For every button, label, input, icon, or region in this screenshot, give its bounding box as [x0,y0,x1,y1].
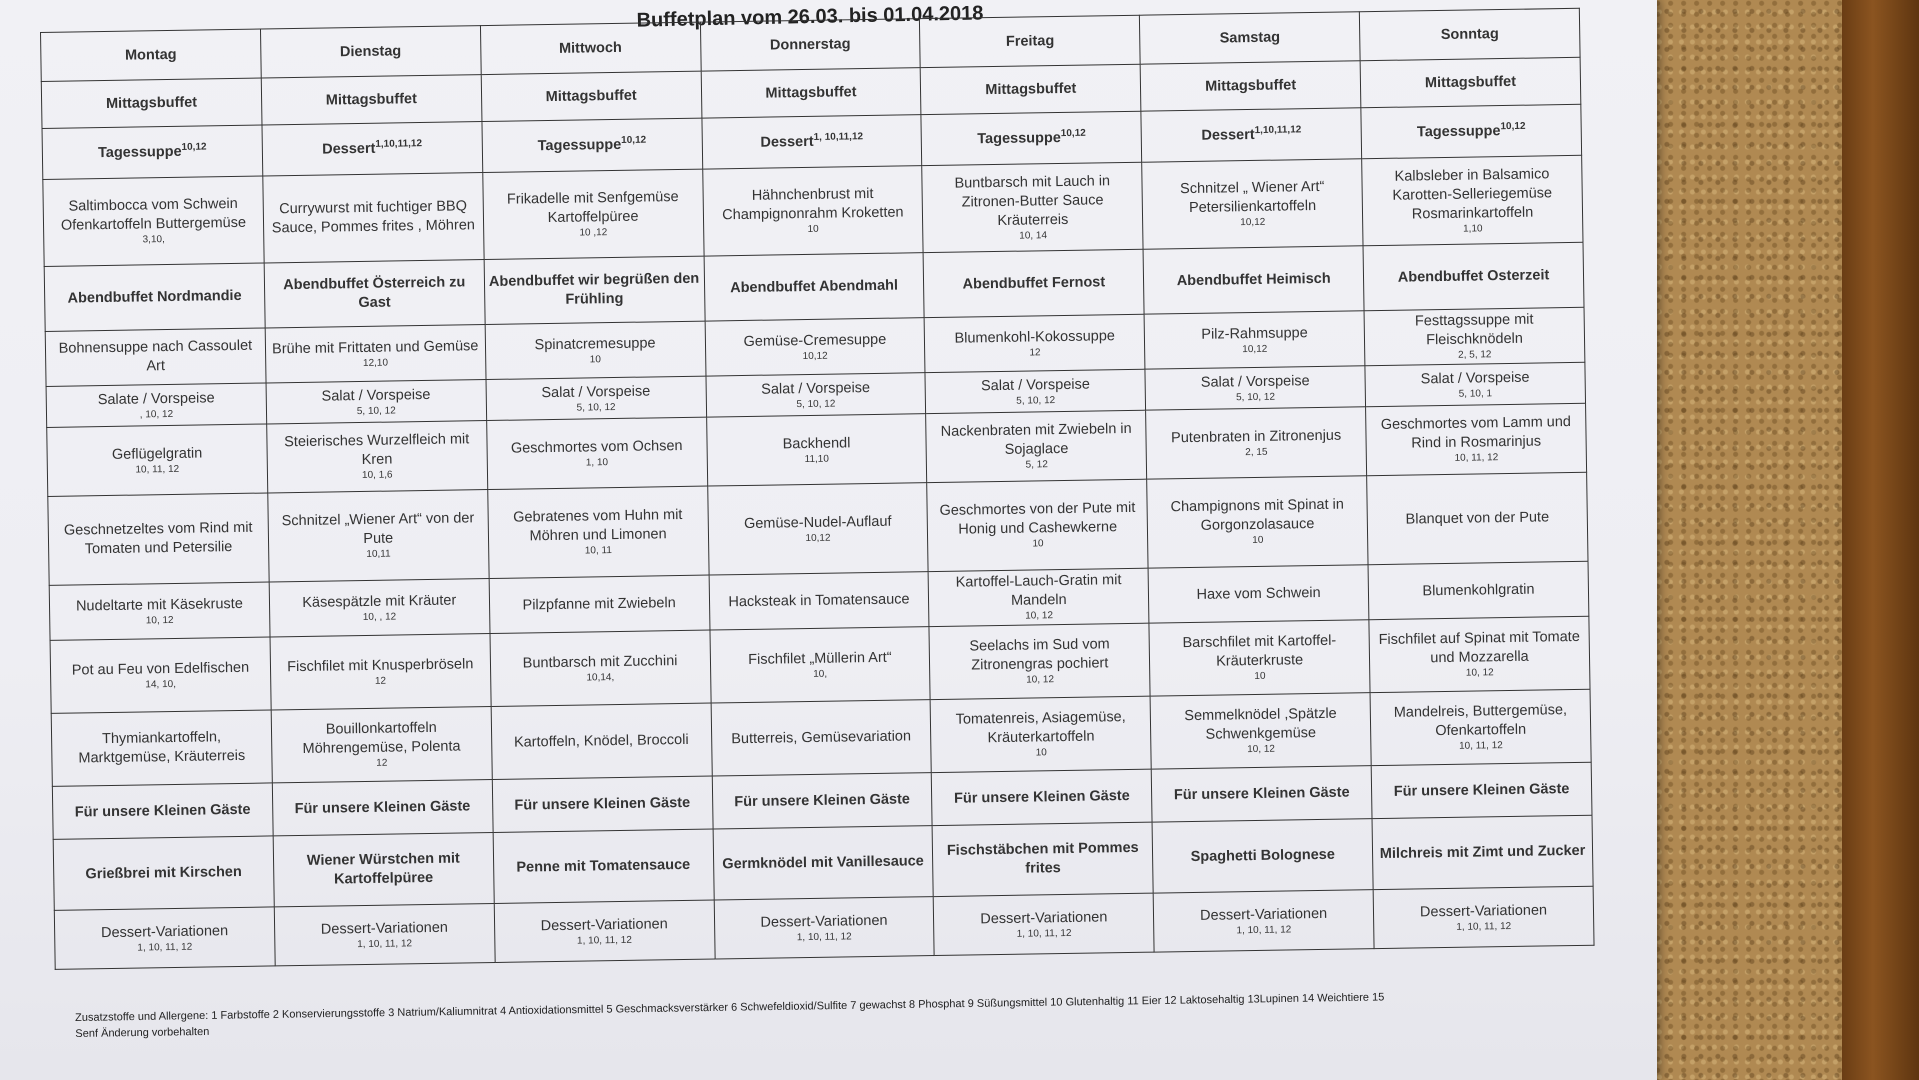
allergen-codes: 10 ,12 [579,227,608,239]
main2-row-cell [1367,472,1588,564]
kids-label-row-cell: Für unsere Kleinen Gäste [1151,766,1372,822]
allergen-codes: 3,10, [142,234,165,246]
kids-label-row-cell: Für unsere Kleinen Gäste [52,783,273,839]
buffet-table-wrap [40,8,1595,1022]
main3-row-cell [49,582,270,640]
salad-row-cell [266,380,486,424]
dessert-row-cell [934,893,1155,955]
dish-name: Putenbraten in Zitronenjus [1170,427,1342,446]
sides-row-cell [1370,689,1591,765]
kids-label-row-cell: Für unsere Kleinen Gäste [1371,762,1592,818]
day-header-row-cell: Freitag [920,15,1141,67]
kids-dish-row-cell: Germknödel mit Vanillesauce [713,826,934,900]
allergen-codes: 10 [1035,747,1047,759]
salad-row-cell [486,376,706,420]
dish-name: Salat / Vorspeise [1420,369,1530,387]
dish-name: Gemüse-Cremesuppe [743,331,887,350]
allergen-codes: 1, 10, 11, 12 [357,937,413,950]
lunch-label-row-cell: Mittagsbuffet [481,71,702,121]
dish-name: Nudeltarte mit Käsekruste [75,595,243,615]
kids-dish-row-cell: Wiener Würstchen mit Kartoffelpüree [273,832,494,906]
salad-row-cell [1145,366,1365,410]
allergen-codes: 10 [1252,534,1264,547]
buffet-table [40,8,1595,970]
allergen-codes: 10, 14 [1019,229,1048,242]
kids-dish-row-cell: Spaghetti Bolognese [1152,819,1373,893]
allergen-codes: 1, 10, 11, 12 [576,934,632,947]
allergen-codes: 1, 10, 11, 12 [1016,927,1072,940]
main2-row-cell [268,490,489,582]
dinner-theme-row-cell: Abendbuffet Nordmandie [44,263,265,331]
lunch-label-row-cell: Mittagsbuffet [261,75,482,125]
allergen-codes: 5, 10, 12 [356,404,396,417]
allergen-codes: 1, 10 [585,456,609,468]
dinner-theme-row-cell: Abendbuffet Osterzeit [1363,242,1584,310]
dinner-theme-row-cell: Abendbuffet Abendmahl [704,253,925,321]
dish-name: Kartoffeln, Knödel, Broccoli [513,731,689,751]
salad-row-cell [706,373,926,417]
sides-row-cell [711,700,932,776]
lunch-main-row-cell [263,173,484,263]
sides-row-cell [1150,693,1371,769]
kids-label-row-cell: Für unsere Kleinen Gäste [932,769,1153,825]
extra-label: Tagessuppe [97,143,182,161]
kids-label-row-cell: Für unsere Kleinen Gäste [712,773,933,829]
dinner-theme-row-cell: Abendbuffet Fernost [923,249,1144,317]
day-header-row-cell: Samstag [1140,12,1361,64]
lunch-label-row-cell: Mittagsbuffet [41,78,262,128]
dish-name: Blanquet von der Pute [1405,508,1550,528]
dish-name: Buntbarsch mit Zucchini [522,652,678,671]
lunch-extra-row-cell [42,125,263,179]
allergen-codes: 1,10,11,12 [1254,123,1302,136]
dish-name: Blumenkohl-Kokossuppe [954,327,1116,347]
dish-name: Backhendl [782,434,851,452]
dish-name: Currywurst mit fuchtiger BBQ Sauce, Pommes frites , Möhren [271,198,476,237]
allergen-codes: 5, 10, 12 [796,398,836,410]
main2-row-cell [1147,476,1368,568]
dish-name: Dessert-Variationen [320,919,449,938]
lunch-label-row-cell: Mittagsbuffet [1360,57,1581,107]
lunch-label-row-cell: Mittagsbuffet [701,68,922,118]
dish-name: Schnitzel „Wiener Art“ von der Pute [281,510,475,547]
soup-row-cell [485,321,706,379]
main2-row-cell [707,483,928,575]
lunch-label-row-cell: Mittagsbuffet [1140,61,1361,111]
allergen-codes: 10, , 12 [362,610,397,623]
kids-dish-row-cell: Fischstäbchen mit Pommes frites [932,822,1153,896]
main3-row-cell [709,572,930,630]
allergen-codes: 1, 10,11,12 [813,130,864,143]
dessert-row-cell [1373,886,1594,948]
sides-row-cell [491,703,712,779]
fish-row-cell [1369,616,1590,692]
dessert-row-cell [274,903,495,965]
dish-name: Geflügelgratin [111,445,203,463]
fish-row-cell [270,634,491,710]
allergen-codes: 1, 10, 11, 12 [1456,920,1512,933]
dish-name: Butterreis, Gemüsevariation [731,727,912,747]
dish-name: Salat / Vorspeise [541,382,651,401]
dinner-theme-row-cell: Abendbuffet Österreich zu Gast [264,260,485,328]
allergen-codes: 10, 12 [1025,610,1054,622]
extra-label: Tagessuppe [977,129,1061,147]
allergen-codes: 2, 15 [1245,446,1268,458]
dish-name: Kartoffel-Lauch-Gratin mit Mandeln [955,572,1122,609]
allergen-codes: 10 [1254,670,1266,683]
fish-row-cell [1149,620,1370,696]
kids-dish-row-cell: Milchreis mit Zimt und Zucker [1372,815,1593,889]
main1-row-cell [47,424,268,496]
allergen-codes: 10,12 [1060,127,1086,139]
dish-name: Barschfilet mit Kartoffel-Kräuterkruste [1182,632,1337,670]
dessert-row-cell [1153,890,1374,952]
lunch-extra-row-cell [921,111,1142,165]
allergen-codes: 10, 1,6 [361,469,393,481]
dish-name: Pilzpfanne mit Zwiebeln [522,594,676,613]
allergen-codes: 12 [376,757,388,769]
allergen-codes: 10,12 [1240,216,1266,229]
soup-row-cell [924,314,1145,372]
allergen-codes: 10,12 [802,350,828,362]
allergen-codes: 10, 12 [1247,743,1276,756]
dish-name: Dessert-Variationen [980,908,1108,927]
dish-name: Geschmortes vom Lamm und Rind in Rosmarinjus [1380,414,1572,452]
allergen-codes: 10,11 [366,548,391,560]
main2-row-cell [927,479,1148,571]
dish-name: Buntbarsch mit Lauch in Zitronen-Butter Sauce Kräuterreis [954,172,1111,229]
allergen-codes: 5, 10, 12 [1235,391,1276,403]
sides-row-cell [271,707,492,783]
dish-name: Blumenkohlgratin [1422,581,1535,599]
dish-name: Gemüse-Nudel-Auflauf [743,513,892,532]
dish-name: Kalbsleber in Balsamico Karotten-Selleriegemüse Rosmarinkartoffeln [1392,165,1553,222]
allergen-codes: 1,10 [1462,222,1483,235]
allergen-codes: 12,10 [362,357,389,369]
main3-row-cell [1368,561,1589,619]
lunch-main-row-cell [482,169,703,259]
main2-row-cell [487,486,708,578]
allergen-codes: 1, 10, 11, 12 [796,930,852,943]
extra-label: Dessert [1201,126,1255,144]
dish-name: Dessert-Variationen [1199,905,1328,924]
fish-row-cell [50,637,271,713]
allergen-codes: 1,10,11,12 [375,137,423,150]
dish-name: Nackenbraten mit Zwiebeln in Sojaglace [940,420,1132,458]
allergen-codes: 10, 11, 12 [1458,740,1503,752]
main1-row-cell [926,410,1147,482]
fish-row-cell [490,630,711,706]
lunch-main-row-cell [922,162,1143,252]
dinner-theme-row-cell: Abendbuffet wir begrüßen den Frühling [484,256,705,324]
kids-label-row-cell: Für unsere Kleinen Gäste [272,779,493,835]
lunch-extra-row-cell [262,122,483,176]
page-title: Buffetplan vom 26.03. bis 01.04.2018 [636,2,984,32]
allergen-codes: 14, 10, [145,678,177,690]
allergen-codes: 10,14, [586,671,615,683]
dish-name: Schnitzel „ Wiener Art“ Petersilienkartoffeln [1179,178,1325,216]
fish-row-cell [929,623,1150,699]
dish-name: Dessert-Variationen [760,912,888,931]
main3-row-cell [928,568,1149,626]
dish-name: Semmelknödel ,Spätzle Schwenkgemüse [1184,705,1337,743]
main3-row-cell [1148,565,1369,623]
dish-name: Pot au Feu von Edelfischen [71,659,250,679]
main1-row-cell [267,421,488,493]
kids-dish-row-cell: Grießbrei mit Kirschen [53,836,274,910]
allergen-legend: Zusatzstoffe und Allergene: 1 Farbstoffe 2 Konservierungsstoffe 3 Natrium/Kaliumnitrat 4 Antioxidationsmittel 5 Geschmacksverstärker 6 Schwefeldioxid/Sulfite 7 gewachst 8 Phosphat 9 Süßungsmittel 10 Glutenhaltig 11 Eier 12 Laktosehaltig 13Lupinen 14 Weichtiere 15 [75,991,1385,1024]
allergen-codes: 10,12 [805,532,831,544]
salad-row-cell [1365,362,1586,406]
lunch-label-row-cell: Mittagsbuffet [921,64,1142,114]
allergen-codes: 10, [813,668,828,680]
dish-name: Bohnensuppe nach Cassoulet Art [58,337,253,375]
soup-row-cell [1364,307,1585,365]
dish-name: Gebratenes vom Huhn mit Möhren und Limonen [513,506,683,545]
dish-name: Geschmortes von der Pute mit Honig und Cashewkerne [939,499,1136,538]
allergen-codes: 5, 10, 1 [1458,387,1493,400]
dish-name: Festtagssuppe mit Fleischknödeln [1414,311,1534,349]
allergen-codes: 10, 12 [1026,674,1055,686]
lunch-main-row-cell [1362,155,1583,245]
allergen-codes: 10,12 [181,141,207,153]
main2-row-cell [48,493,269,585]
extra-label: Dessert [322,140,376,158]
dish-name: Fischfilet „Müllerin Art“ [748,649,892,668]
main1-row-cell [706,414,927,486]
dish-name: Spinatcremesuppe [534,334,656,353]
allergen-codes: 10,12 [621,134,647,146]
allergen-codes: 10, 12 [145,614,174,626]
dessert-row-cell [54,907,275,969]
fish-row-cell [710,627,931,703]
dish-name: Salate / Vorspeise [97,389,215,408]
day-header-row-cell: Dienstag [260,26,481,78]
dish-name: Tomatenreis, Asiagemüse, Kräuterkartoffeln [955,709,1126,747]
dish-name: Bouillonkartoffeln Möhrengemüse, Polenta [302,719,461,757]
kids-label-row-cell: Für unsere Kleinen Gäste [492,776,713,832]
lunch-main-row-cell [1142,159,1363,249]
dish-name: Salat / Vorspeise [321,386,431,405]
allergen-codes: 10, 11 [584,545,612,557]
dish-name: Frikadelle mit Senfgemüse Kartoffelpüree [506,188,679,227]
allergen-codes: 5, 10, 12 [1016,394,1056,407]
main1-row-cell [1366,403,1587,475]
allergen-codes: 12 [374,675,387,687]
allergen-codes: 10 [1032,538,1044,550]
salad-row-cell [46,383,266,427]
dish-name: Brühe mit Frittaten und Gemüse [271,337,479,357]
lunch-extra-row-cell [1141,108,1362,162]
soup-row-cell [705,318,926,376]
dish-name: Fischfilet mit Knusperbröseln [287,655,474,675]
lunch-extra-row-cell [1361,104,1582,158]
salad-row-cell [925,369,1145,413]
allergen-codes: 5, 10, 12 [576,401,616,414]
dish-name: Haxe vom Schwein [1196,584,1321,603]
soup-row-cell [45,328,266,386]
allergen-codes: 1, 10, 11, 12 [137,941,193,954]
dish-name: Dessert-Variationen [100,922,229,941]
allergen-codes: 1, 10, 11, 12 [1236,923,1292,936]
lunch-main-row-cell [43,176,264,266]
allergen-codes: 10, 11, 12 [1454,452,1499,464]
allergen-codes: , 10, 12 [139,408,174,420]
allergen-codes: 11,10 [804,453,829,465]
dessert-row-cell [714,897,935,959]
day-header-row-cell: Sonntag [1359,8,1580,60]
day-header-row-cell: Mittwoch [480,22,701,74]
extra-label: Dessert [760,133,814,151]
lunch-main-row-cell [702,166,923,256]
dish-name: Salat / Vorspeise [761,379,871,398]
dish-name: Dessert-Variationen [1419,901,1548,920]
dish-name: Mandelreis, Buttergemüse, Ofenkartoffeln [1393,702,1568,740]
dish-name: Hacksteak in Tomatensauce [728,590,910,610]
wood-frame [1842,0,1919,1080]
dish-name: Salat / Vorspeise [980,376,1090,394]
day-header-row-cell: Montag [41,29,262,81]
dish-name: Champignons mit Spinat in Gorgonzolasauce [1170,496,1344,534]
extra-label: Tagessuppe [1416,122,1501,140]
soup-row-cell [265,325,486,383]
dish-name: Saltimbocca vom Schwein Ofenkartoffeln Buttergemüse [60,195,247,234]
allergen-codes: 10,12 [1242,343,1268,355]
allergen-codes: 5, 12 [1025,459,1048,471]
allergen-codes: 10 [807,223,819,235]
dish-name: Thymiankartoffeln, Marktgemüse, Kräuterreis [78,729,246,767]
dish-name: Käsespätzle mit Kräuter [302,592,457,611]
dish-name: Fischfilet auf Spinat mit Tomate und Mozzarella [1378,628,1580,667]
allergen-codes: 10, 12 [1465,667,1494,679]
lunch-extra-row-cell [482,118,703,172]
allergen-codes: 2, 5, 12 [1458,349,1492,361]
dish-name: Pilz-Rahmsuppe [1201,324,1308,343]
allergen-codes: 12 [1029,346,1041,358]
main3-row-cell [269,579,490,637]
dish-name: Salat / Vorspeise [1200,372,1310,391]
extra-label: Tagessuppe [537,136,622,154]
dessert-row-cell [494,900,715,962]
footer-note: Senf Änderung vorbehalten [75,1025,210,1040]
sides-row-cell [51,710,272,786]
allergen-codes: 10 [589,353,601,365]
dish-name: Hähnchenbrust mit Champignonrahm Kroketten [722,185,904,224]
dish-name: Geschmortes vom Ochsen [510,437,683,457]
dinner-theme-row-cell: Abendbuffet Heimisch [1143,246,1364,314]
soup-row-cell [1144,311,1365,369]
allergen-codes: 10,12 [1500,120,1526,132]
kids-dish-row-cell: Penne mit Tomatensauce [493,829,714,903]
dish-name: Geschnetzeltes vom Rind mit Tomaten und Petersilie [63,519,253,558]
lunch-extra-row-cell [701,115,922,169]
dish-name: Steierisches Wurzelfleich mit Kren [284,431,470,468]
main1-row-cell [486,417,707,489]
dish-name: Dessert-Variationen [540,915,668,934]
allergen-codes: 10, 11, 12 [135,463,180,476]
day-header-row-cell: Donnerstag [700,19,921,71]
main3-row-cell [489,575,710,633]
sides-row-cell [930,696,1151,772]
dish-name: Seelachs im Sud vom Zitronengras pochiert [969,636,1110,674]
main1-row-cell [1146,407,1367,479]
